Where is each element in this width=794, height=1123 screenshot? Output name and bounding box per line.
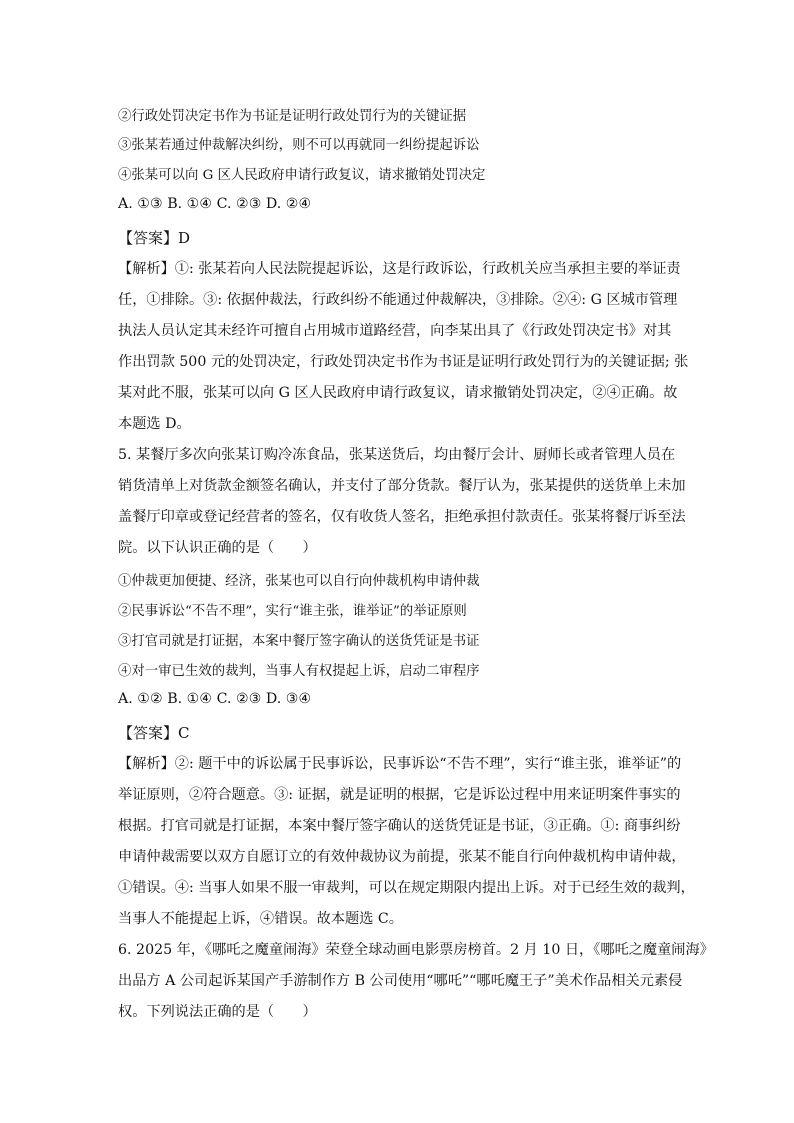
analysis-line: 作出罚款 500 元的处罚决定，行政处罚决定书作为书证是证明行政处罚行为的关键证据; 张 <box>118 354 689 370</box>
option-line: ④张某可以向 G 区人民政府申请行政复议，请求撤销处罚决定 <box>118 168 486 183</box>
analysis-line: 当事人不能提起上诉，④错误。故本题选 C。 <box>118 911 403 927</box>
choices-line: A. ①② B. ①④ C. ②③ D. ③④ <box>118 691 312 707</box>
option-line: ③打官司就是打证据，本案中餐厅签字确认的送货凭证是书证 <box>118 634 480 649</box>
analysis-line: 某对此不服，张某可以向 G 区人民政府申请行政复议，请求撤销处罚决定，②④正确。故 <box>118 385 678 401</box>
analysis-line: 根据。打官司就是打证据，本案中餐厅签字确认的送货凭证是书证，③正确。①: 商事纠纷 <box>118 818 681 834</box>
analysis-line: 执法人员认定其未经许可擅自占用城市道路经营，向李某出具了《行政处罚决定书》对其 <box>118 323 672 339</box>
option-line: ③张某若通过仲裁解决纠纷，则不可以再就同一纠纷提起诉讼 <box>118 138 480 153</box>
option-line: ②民事诉讼“不告不理”，实行“谁主张，谁举证”的举证原则 <box>118 604 467 619</box>
question-line: 权。下列说法正确的是（ ） <box>118 1004 317 1020</box>
answer-line: 【答案】C <box>118 724 190 742</box>
answer-line: 【答案】D <box>118 229 191 247</box>
question-line: 出品方 A 公司起诉某国产手游制作方 B 公司使用“哪吒”“哪吒魔王子”美术作品相关元素侵 <box>118 973 683 989</box>
analysis-line: 任，①排除。③: 依据仲裁法，行政纠纷不能通过仲裁解决，③排除。②④: G 区城市管理 <box>118 292 678 308</box>
analysis-line: 申请仲裁需要以双方自愿订立的有效仲裁协议为前提，张某不能自行向仲裁机构申请仲裁， <box>118 849 686 865</box>
question-line: 院。以下认识正确的是（ ） <box>118 540 317 556</box>
analysis-line: 本题选 D。 <box>118 416 191 432</box>
question-line: 5. 某餐厅多次向张某订购冷冻食品，张某送货后，均由餐厅会计、厨师长或者管理人员在 <box>118 447 676 463</box>
analysis-line: 【解析】①: 张某若向人民法院提起诉讼，这是行政诉讼，行政机关应当承担主要的举证责 <box>118 261 681 277</box>
analysis-line: ①错误。④: 当事人如果不服一审裁判，可以在规定期限内提出上诉。对于已经生效的裁判， <box>118 880 695 896</box>
analysis-line: 举证原则，②符合题意。③: 证据，就是证明的根据，它是诉讼过程中用来证明案件事实的 <box>118 787 681 803</box>
question-line: 6. 2025 年，《哪吒之魔童闹海》荣登全球动画电影票房榜首。2 月 10 日，《哪吒之魔童闹海》 <box>118 942 714 958</box>
choices-line: A. ①③ B. ①④ C. ②③ D. ②④ <box>118 196 312 212</box>
analysis-line: 【解析】②: 题干中的诉讼属于民事诉讼，民事诉讼“不告不理”，实行“谁主张，谁举证”的 <box>118 756 682 772</box>
option-line: ①仲裁更加便捷、经济，张某也可以自行向仲裁机构申请仲裁 <box>118 574 480 589</box>
question-line: 销货清单上对货款金额签名确认，并支付了部分货款。餐厅认为，张某提供的送货单上未加 <box>118 478 686 494</box>
option-line: ②行政处罚决定书作为书证是证明行政处罚行为的关键证据 <box>118 109 467 124</box>
option-line: ④对一审已生效的裁判，当事人有权提起上诉，启动二审程序 <box>118 664 480 679</box>
question-line: 盖餐厅印章或登记经营者的签名，仅有收货人签名，拒绝承担付款责任。张某将餐厅诉至法 <box>118 509 686 525</box>
